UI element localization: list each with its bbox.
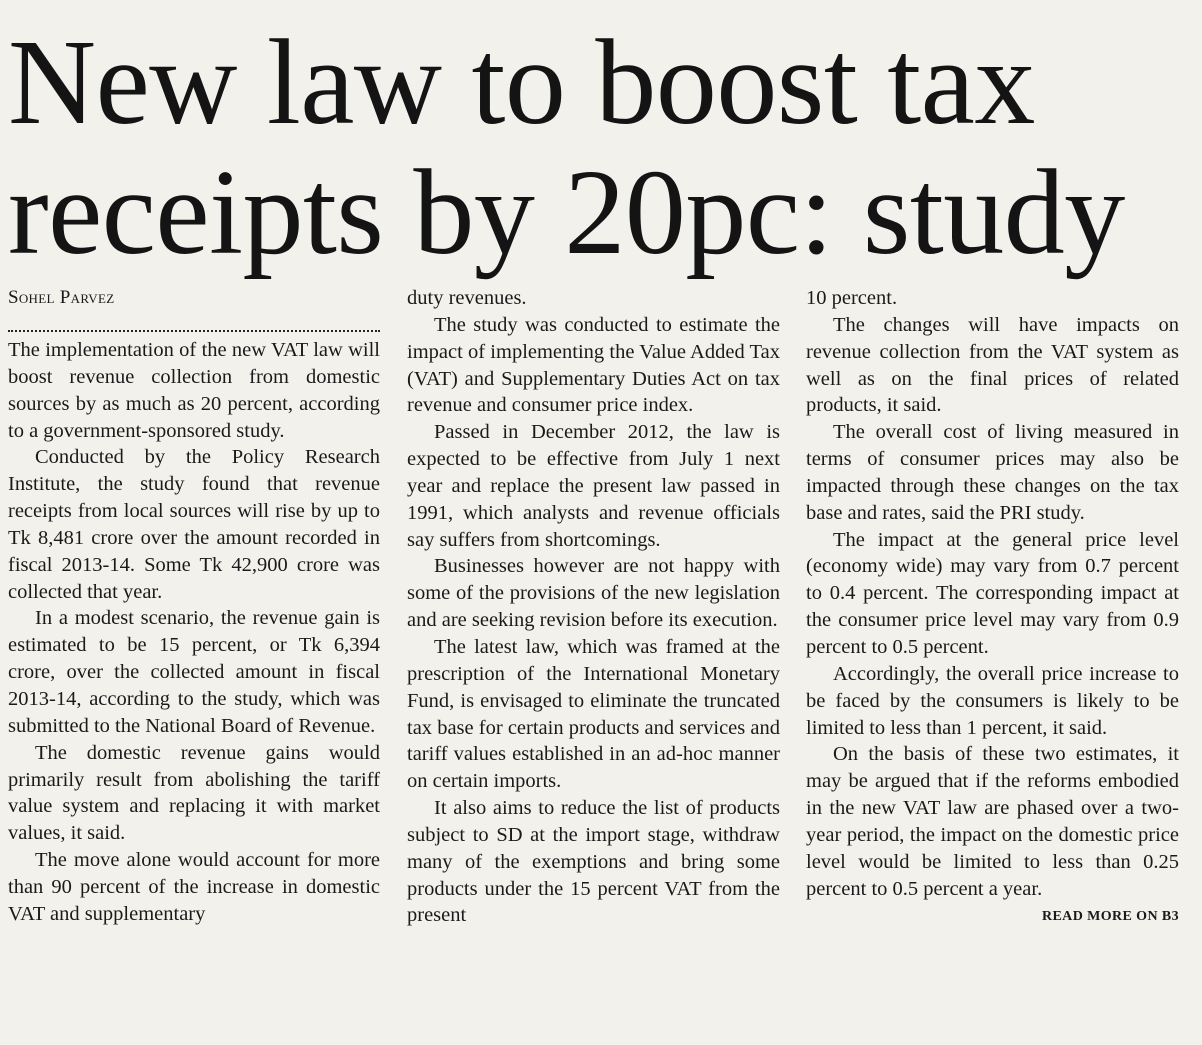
paragraph: Conducted by the Policy Research Institute, the study found that revenue receipts from local sources will rise by up to Tk 8,481 crore over the amount recorded in fiscal 2013-14. Some Tk 42,900 crore was collected that year. — [8, 446, 380, 603]
headline — [8, 15, 1198, 280]
article-column-1 — [8, 285, 380, 928]
paragraph: The domestic revenue gains would primarily result from abolishing the tariff value system and replacing it with market values, it said. — [8, 741, 380, 845]
paragraph: The overall cost of living measured in terms of consumer prices may also be impacted through these changes on the tax base and rates, said the PRI study. — [806, 421, 1179, 524]
byline: Sohel Parvez — [8, 287, 115, 308]
paragraph: Passed in December 2012, the law is expected to be effective from July 1 next year and replace the present law passed in 1991, which analysts and revenue officials say suffers from shortcomings. — [407, 421, 780, 551]
article-column-3 — [806, 285, 1179, 930]
paragraph: The latest law, which was framed at the prescription of the International Monetary Fund, is envisaged to eliminate the truncated tax base for certain products and services and tariff values established in an ad-hoc manner on certain imports. — [407, 635, 780, 793]
headline-line-2: receipts by 20pc: study — [8, 145, 1125, 280]
paragraph: In a modest scenario, the revenue gain is estimated to be 15 percent, or Tk 6,394 crore, over the collected amount in fiscal 2013-14, according to the study, which was submitted to the National Board of Revenue. — [8, 607, 380, 737]
headline-line-1: New law to boost tax — [8, 15, 1035, 150]
paragraph: The impact at the general price level (economy wide) may vary from 0.7 percent to 0.4 percent. The corresponding impact at the consumer price level may vary from 0.9 percent to 0.5 percent. — [806, 528, 1179, 658]
dotted-divider — [8, 311, 380, 337]
paragraph: The implementation of the new VAT law will boost revenue collection from domestic sources by as much as 20 percent, according to a government-sponsored study. — [8, 339, 380, 442]
paragraph: On the basis of these two estimates, it may be argued that if the reforms embodied in the new VAT law are phased over a two-year period, the impact on the domestic price level would be limited to less than 0.25 percent to 0.5 percent a year. — [806, 743, 1179, 900]
paragraph: Businesses however are not happy with some of the provisions of the new legislation and are seeking revision before its execution. — [407, 555, 780, 632]
read-more-link[interactable]: READ MORE ON B3 — [1041, 909, 1179, 925]
paragraph: duty revenues. — [407, 287, 527, 309]
article-column-2 — [407, 285, 780, 929]
paragraph: The move alone would account for more than 90 percent of the increase in domestic VAT and supplementary — [8, 849, 380, 925]
paragraph: The changes will have impacts on revenue collection from the VAT system as well as on the final prices of related products, it said. — [806, 313, 1179, 417]
paragraph: 10 percent. — [806, 287, 898, 309]
paragraph: The study was conducted to estimate the impact of implementing the Value Added Tax (VAT) and Supplementary Duties Act on tax revenue and consumer price index. — [407, 313, 780, 417]
paragraph: Accordingly, the overall price increase to be faced by the consumers is likely to be limited to less than 1 percent, it said. — [806, 662, 1179, 739]
paragraph: It also aims to reduce the list of products subject to SD at the import stage, withdraw many of the exemptions and bring some products under the 15 percent VAT from the present — [407, 797, 780, 927]
